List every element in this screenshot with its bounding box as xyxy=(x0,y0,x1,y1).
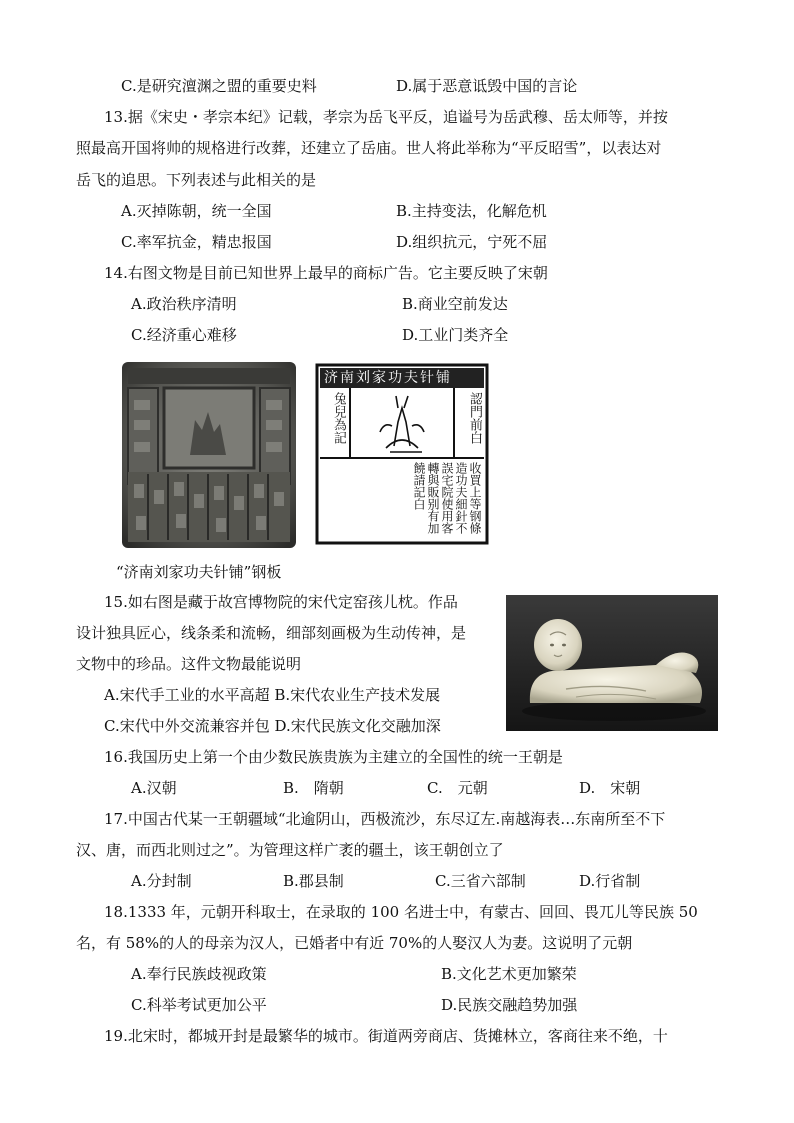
q18-option-d: D.民族交融趋势加强 xyxy=(441,996,578,1014)
plate-print-left-text: 兔兒為記 xyxy=(331,392,346,444)
q17-option-d: D.行省制 xyxy=(579,872,641,890)
q17-stem-line2: 汉、唐，而西北则过之”。为管理这样广袤的疆土，该王朝创立了 xyxy=(76,841,504,859)
q17-option-c: C.三省六部制 xyxy=(435,872,526,890)
q12-option-c: C.是研究澶渊之盟的重要史料 xyxy=(121,77,317,95)
plate-caption: “济南刘家功夫针铺”钢板 xyxy=(116,563,282,581)
q18-option-c: C.科举考试更加公平 xyxy=(131,996,267,1014)
q13-option-d: D.组织抗元，宁死不屈 xyxy=(396,233,548,251)
q18-stem-line2: 名，有 58%的人的母亲为汉人，已婚者中有近 70%的人娶汉人为妻。这说明了元朝 xyxy=(76,934,633,952)
q16-option-a: A.汉朝 xyxy=(131,779,177,797)
bronze-plate-photo xyxy=(120,360,298,550)
q13-stem-line2: 照最高开国将帅的规格进行改葬，还建立了岳庙。世人将此举称为“平反昭雪”，以表达对 xyxy=(76,139,662,157)
q17-option-a: A.分封制 xyxy=(131,872,192,890)
q14-option-a: A.政治秩序清明 xyxy=(131,295,237,313)
q15-stem-line3: 文物中的珍品。这件文物最能说明 xyxy=(76,655,302,673)
q19-stem-line1: 19.北宋时，都城开封是最繁华的城市。街道两旁商店、货摊林立，客商往来不绝，十 xyxy=(104,1027,668,1045)
q12-option-d: D.属于恶意诋毁中国的言论 xyxy=(396,77,578,95)
q17-stem-line1: 17.中国古代某一王朝疆域“北逾阴山，西极流沙，东尽辽左.南越海表…东南所至不下 xyxy=(104,810,666,828)
q18-option-b: B.文化艺术更加繁荣 xyxy=(441,965,577,983)
q13-option-b: B.主持变法，化解危机 xyxy=(396,202,547,220)
plate-print-top-text: 济南刘家功夫针铺 xyxy=(324,370,452,386)
q16-stem-line1: 16.我国历史上第一个由少数民族贵族为主建立的全国性的统一王朝是 xyxy=(104,748,563,766)
plate-print-right-text: 認門前白 xyxy=(467,392,482,444)
q15-stem-line1: 15.如右图是藏于故宫博物院的宋代定窑孩儿枕。作品 xyxy=(104,593,458,611)
q16-option-b: B. 隋朝 xyxy=(283,779,344,797)
q18-stem-line1: 18.1333 年，元朝开科取士，在录取的 100 名进士中，有蒙古、回回、畏兀儿等民族 50 xyxy=(104,903,698,921)
q14-option-d: D.工业门类齐全 xyxy=(402,326,509,344)
q15-options-cd: C.宋代中外交流兼容并包 D.宋代民族文化交融加深 xyxy=(104,717,441,735)
q13-option-c: C.率军抗金，精忠报国 xyxy=(121,233,272,251)
q13-stem-line3: 岳飞的追思。下列表述与此相关的是 xyxy=(76,171,317,189)
q16-option-d: D. 宋朝 xyxy=(579,779,641,797)
q17-option-b: B.郡县制 xyxy=(283,872,344,890)
q13-stem-line1: 13.据《宋史・孝宗本纪》记载，孝宗为岳飞平反，追谥号为岳武穆、岳太师等，并按 xyxy=(104,108,668,126)
q14-stem-line1: 14.右图文物是目前已知世界上最早的商标广告。它主要反映了宋朝 xyxy=(104,264,548,282)
q16-option-c: C. 元朝 xyxy=(427,779,488,797)
q15-options-ab: A.宋代手工业的水平高超 B.宋代农业生产技术发展 xyxy=(104,686,441,704)
plate-print-bottom-text: 收買上等钢條造功夫細針不誤宅院使用客轉與販别有加饒請記白 xyxy=(412,462,482,534)
q14-option-b: B.商业空前发达 xyxy=(402,295,508,313)
q13-option-a: A.灭掉陈朝，统一全国 xyxy=(121,202,272,220)
plate-print-image xyxy=(314,362,490,546)
child-pillow-photo xyxy=(506,595,718,731)
q15-stem-line2: 设计独具匠心，线条柔和流畅，细部刻画极为生动传神，是 xyxy=(76,624,467,642)
q18-option-a: A.奉行民族歧视政策 xyxy=(131,965,267,983)
q14-option-c: C.经济重心难移 xyxy=(131,326,237,344)
